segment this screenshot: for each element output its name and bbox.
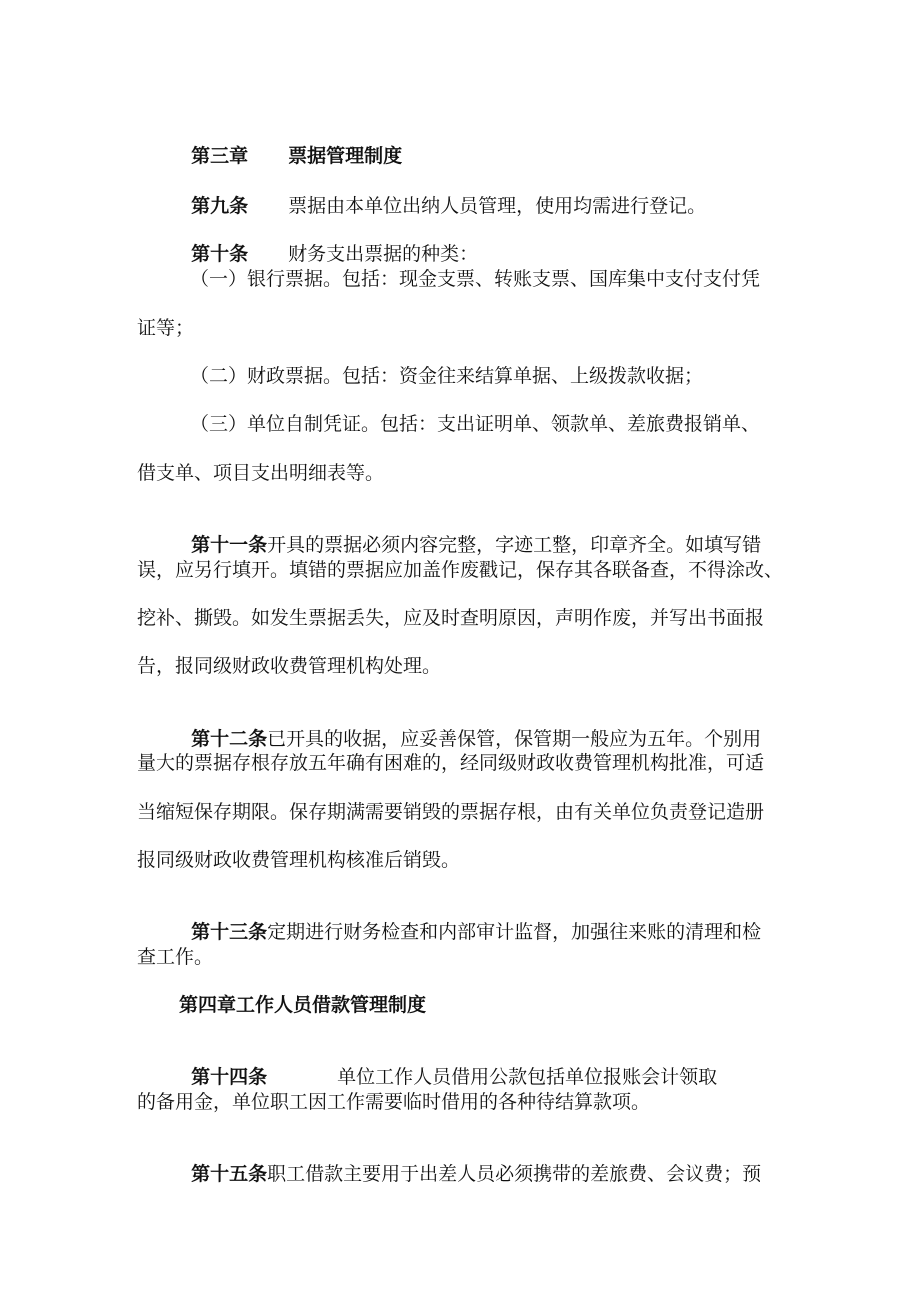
article-label: 第十三条 [191,921,268,943]
article-14-line-2: 的备用金，单位职工因工作需要临时借用的各种待结算款项。 [137,1091,651,1113]
item-2-line-1: （二）财政票据。包括：资金往来结算单据、上级拨款收据； [190,365,704,387]
article-11-line-1 [179,509,761,557]
chapter-4-heading: 第四章工作人员借款管理制度 [179,994,427,1016]
article-12-line-4: 报同级财政收费管理机构核准后销毁。 [137,849,461,871]
article-text: 职工借款主要用于出差人员必须携带的差旅费、会议费；预 [267,1163,762,1185]
item-3-line-1: （三）单位自制凭证。包括：支出证明单、领款单、差旅费报销单、 [190,413,761,435]
article-text: 单位工作人员借用公款包括单位报账会计领取 [337,1066,718,1088]
chapter-3-heading [179,120,402,168]
article-13-line-2: 查工作。 [137,946,214,968]
article-12-line-1 [179,703,761,751]
article-text: 开具的票据必须内容完整，字迹工整，印章齐全。如填写错 [267,534,762,556]
chapter-title: 票据管理制度 [288,145,403,167]
item-1-line-2: 证等； [137,317,195,339]
article-10 [179,218,478,266]
article-11-line-2: 误，应另行填开。填错的票据应加盖作废戳记，保存其各联备查，不得涂改、 [137,559,784,581]
article-label: 第十条 [191,243,249,265]
article-label: 第十一条 [191,534,268,556]
article-text: 已开具的收据，应妥善保管，保管期一般应为五年。个别用 [267,728,762,750]
article-9 [179,170,706,218]
article-text: 票据由本单位出纳人员管理，使用均需进行登记。 [288,195,707,217]
article-11-line-4: 告，报同级财政收费管理机构处理。 [137,655,442,677]
article-12-line-2: 量大的票据存根存放五年确有困难的，经同级财政收费管理机构批准，可适 [137,752,765,774]
chapter-number: 第三章 [191,145,249,167]
article-label: 第十二条 [191,728,268,750]
article-14-line-1 [179,1041,717,1089]
article-11-line-3: 挖补、撕毁。如发生票据丢失，应及时查明原因，声明作废，并写出书面报 [137,607,765,629]
article-13-line-1 [179,896,761,944]
article-text: 财务支出票据的种类： [288,243,479,265]
article-15-line-1 [179,1138,761,1186]
item-1-line-1: （一）银行票据。包括：现金支票、转账支票、国库集中支付支付凭 [190,268,761,290]
article-12-line-3: 当缩短保存期限。保存期满需要销毁的票据存根，由有关单位负责登记造册 [137,801,765,823]
item-3-line-2: 借支单、项目支出明细表等。 [137,462,385,484]
article-label: 第十四条 [191,1066,268,1088]
article-label: 第九条 [191,195,249,217]
article-text: 定期进行财务检查和内部审计监督，加强往来账的清理和检 [267,921,762,943]
article-label: 第十五条 [191,1163,268,1185]
